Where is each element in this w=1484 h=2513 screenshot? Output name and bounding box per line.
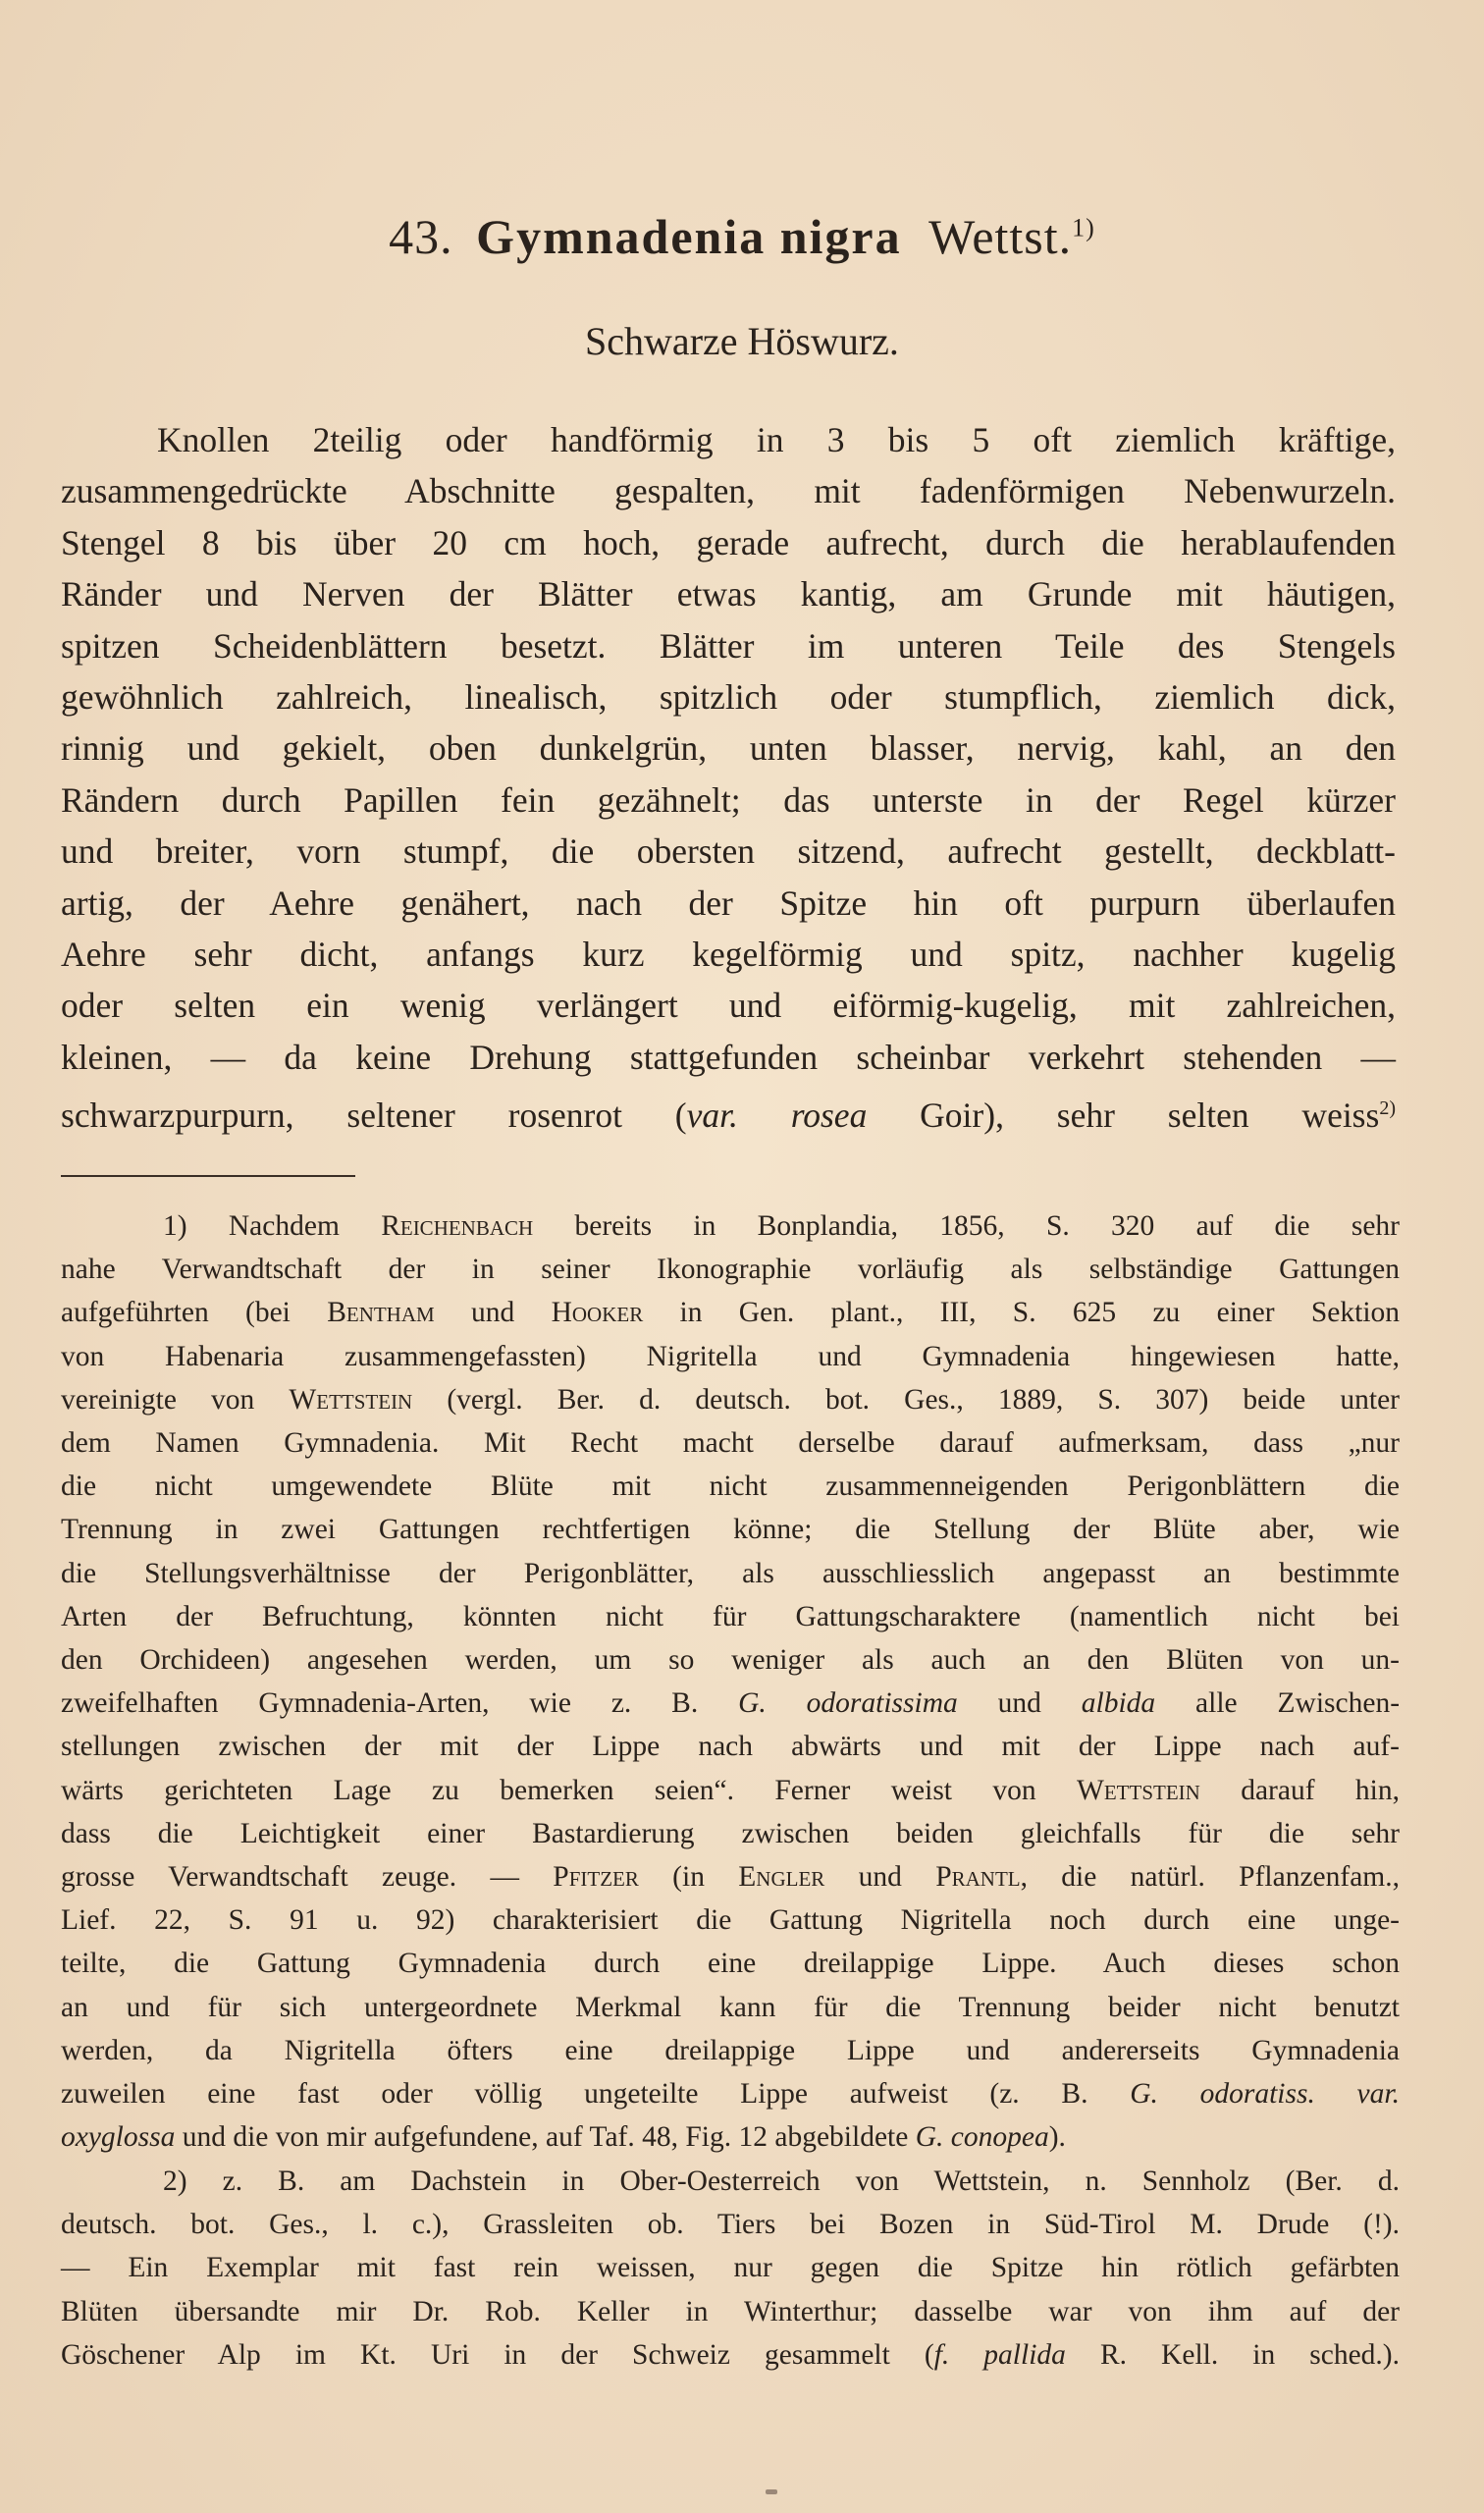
description-paragraph [61,414,1396,1142]
footnote-line: an und für sich untergeordnete Merkmal kann für die Trennung beider nicht benutzt [61,1991,1400,2023]
species-italic: G. odoratissima [738,1687,958,1720]
species-name: Gymnadenia nigra [476,209,902,264]
text-line [61,1083,1396,1141]
footnote-line: grosse Verwandtschaft zeuge. — Pfitzer (in Engler und Prantl, die natürl. Pflanzenfam., [61,1861,1400,1894]
footnote-line: stellungen zwischen der mit der Lippe nach abwärts und mit der Lippe nach auf- [61,1731,1400,1763]
variety-label: var. rosea [686,1096,868,1136]
footnote-line: zuweilen eine fast oder völlig ungeteilte Lippe aufweist (z. B. G. odoratiss. var. [61,2078,1400,2111]
species-italic: oxyglossa [61,2121,176,2154]
species-italic: albida [1081,1687,1156,1720]
footnote-line: Lief. 22, S. 91 u. 92) charakterisiert die Gattung Nigritella noch durch eine unge- [61,1904,1400,1937]
footnote-line: aufgeführten (bei Bentham und Hooker in Gen. plant., III, S. 625 zu einer Sektion [61,1297,1401,1329]
footnote-line: zweifelhaften Gymnadenia-Arten, wie z. B. G. odoratissima und albida alle Zwischen- [61,1687,1401,1720]
footnote-line: die nicht umgewendete Blüte mit nicht zusammenneigenden Perigonblättern die [61,1470,1400,1503]
text-line: zusammengedrückte Abschnitte gespalten, mit fadenförmigen Nebenwurzeln. [61,471,1396,511]
author-name: Bentham [327,1297,435,1329]
form-label: f. pallida [933,2338,1066,2371]
footnote-line: deutsch. bot. Ges., l. c.), Grassleiten ob. Tiers bei Bozen in Süd-Tirol M. Drude (!). [61,2209,1400,2241]
footnote-line: Blüten übersandte mir Dr. Rob. Keller in Winterthur; dasselbe war von ihm auf der [61,2295,1400,2327]
footnote-line: wärts gerichteten Lage zu bemerken seien“. Ferner weist von Wettstein darauf hin, [61,1774,1400,1806]
footnote-2 [61,2160,1400,2377]
footnote-mark-1: 1) [1072,213,1095,242]
species-italic: G. conopea [915,2121,1049,2154]
common-name: Schwarze Höswurz. [585,319,899,363]
footnote-mark-2: 2) [1379,1097,1396,1120]
text-line: Stengel 8 bis über 20 cm hoch, gerade aufrecht, durch die herablaufenden [61,522,1396,562]
author-name: Reichenbach [381,1210,534,1242]
text-line: Aehre sehr dicht, anfangs kurz kegelförmig und spitz, nachher kugelig [61,935,1396,975]
text-line: artig, der Aehre genähert, nach der Spitze hin oft purpurn überlaufen [61,882,1396,923]
text-line: Knollen 2teilig oder handförmig in 3 bis 5 oft ziemlich kräftige, [157,420,1396,459]
footnote-line: dem Namen Gymnadenia. Mit Recht macht derselbe darauf aufmerksam, dass „nur [61,1427,1400,1460]
text-fragment: schwarzpurpurn, seltener rosenrot ( [61,1096,687,1136]
footnote-line: oxyglossa und die von mir aufgefundene, auf Taf. 48, Fig. 12 abgebildete G. conopea). [61,2121,1066,2154]
author-name: Wettstein [289,1383,413,1416]
text-line: rinnig und gekielt, oben dunkelgrün, unten blasser, nervig, kahl, an den [61,728,1396,769]
text-line: kleinen, — da keine Drehung stattgefunden scheinbar verkehrt stehenden — [61,1037,1396,1077]
footnote-line: von Habenaria zusammengefassten) Nigritella und Gymnadenia hingewiesen hatte, [61,1340,1400,1372]
footnote-line: — Ein Exemplar mit fast rein weissen, nur gegen die Spitze hin rötlich gefärbten [61,2252,1400,2284]
author-name: Pfitzer [553,1861,639,1894]
text-line: oder selten ein wenig verlängert und eiförmig-kugelig, mit zahlreichen, [61,986,1396,1026]
footnote-1 [61,1204,1400,2159]
text-line: spitzen Scheidenblättern besetzt. Blätter im unteren Teile des Stengels [61,625,1396,666]
footnote-line: dass die Leichtigkeit einer Bastardierung zwischen beiden gleichfalls für die sehr [61,1817,1400,1849]
text-line: gewöhnlich zahlreich, linealisch, spitzlich oder stumpflich, ziemlich dick, [61,677,1396,718]
ink-speck [766,2489,777,2494]
footnote-divider [61,1175,355,1177]
footnote-line: Göschener Alp im Kt. Uri in der Schweiz gesammelt (f. pallida R. Kell. in sched.). [61,2338,1400,2371]
footnote-line: Trennung in zwei Gattungen rechtfertigen könne; die Stellung der Blüte aber, wie [61,1514,1400,1546]
text-fragment: Goir), sehr selten weiss [867,1096,1380,1136]
author-name: Wettstein [1077,1774,1200,1806]
footnote-line: vereinigte von Wettstein (vergl. Ber. d. deutsch. bot. Ges., 1889, S. 307) beide unter [61,1383,1400,1416]
footnote-line: Arten der Befruchtung, könnten nicht für Gattungscharaktere (namentlich nicht bei [61,1600,1400,1632]
footnote-line: werden, da Nigritella öfters eine dreilappige Lippe und andererseits Gymnadenia [61,2034,1400,2066]
species-number: 43. [389,209,453,264]
footnote-line: nahe Verwandtschaft der in seiner Ikonographie vorläufig als selbständige Gattungen [61,1254,1400,1286]
text-line: und breiter, vorn stumpf, die obersten sitzend, aufrecht gestellt, deckblatt- [61,831,1396,872]
species-heading [0,208,1484,265]
footnote-line: die Stellungsverhältnisse der Perigonblätter, als ausschliesslich angepasst an bestimmte [61,1557,1400,1589]
footnote-line: den Orchideen) angesehen werden, um so weniger als auch an den Blüten von un- [61,1644,1400,1677]
author-name: Hooker [551,1297,644,1329]
text-line: Rändern durch Papillen fein gezähnelt; das unterste in der Regel kürzer [61,779,1396,820]
footnote-line: 1) Nachdem Reichenbach bereits in Bonplandia, 1856, S. 320 auf die sehr [163,1210,1400,1242]
species-author: Wettst. [928,209,1073,264]
text-line: Ränder und Nerven der Blätter etwas kantig, am Grunde mit häutigen, [61,574,1396,615]
footnote-line: 2) z. B. am Dachstein in Ober-Oesterreich von Wettstein, n. Sennholz (Ber. d. [163,2165,1400,2197]
author-name: Engler [738,1861,825,1894]
footnote-line: teilte, die Gattung Gymnadenia durch eine dreilappige Lippe. Auch dieses schon [61,1948,1400,1980]
species-italic: G. odoratiss. var. [1130,2078,1400,2111]
author-name: Prantl [935,1861,1021,1894]
